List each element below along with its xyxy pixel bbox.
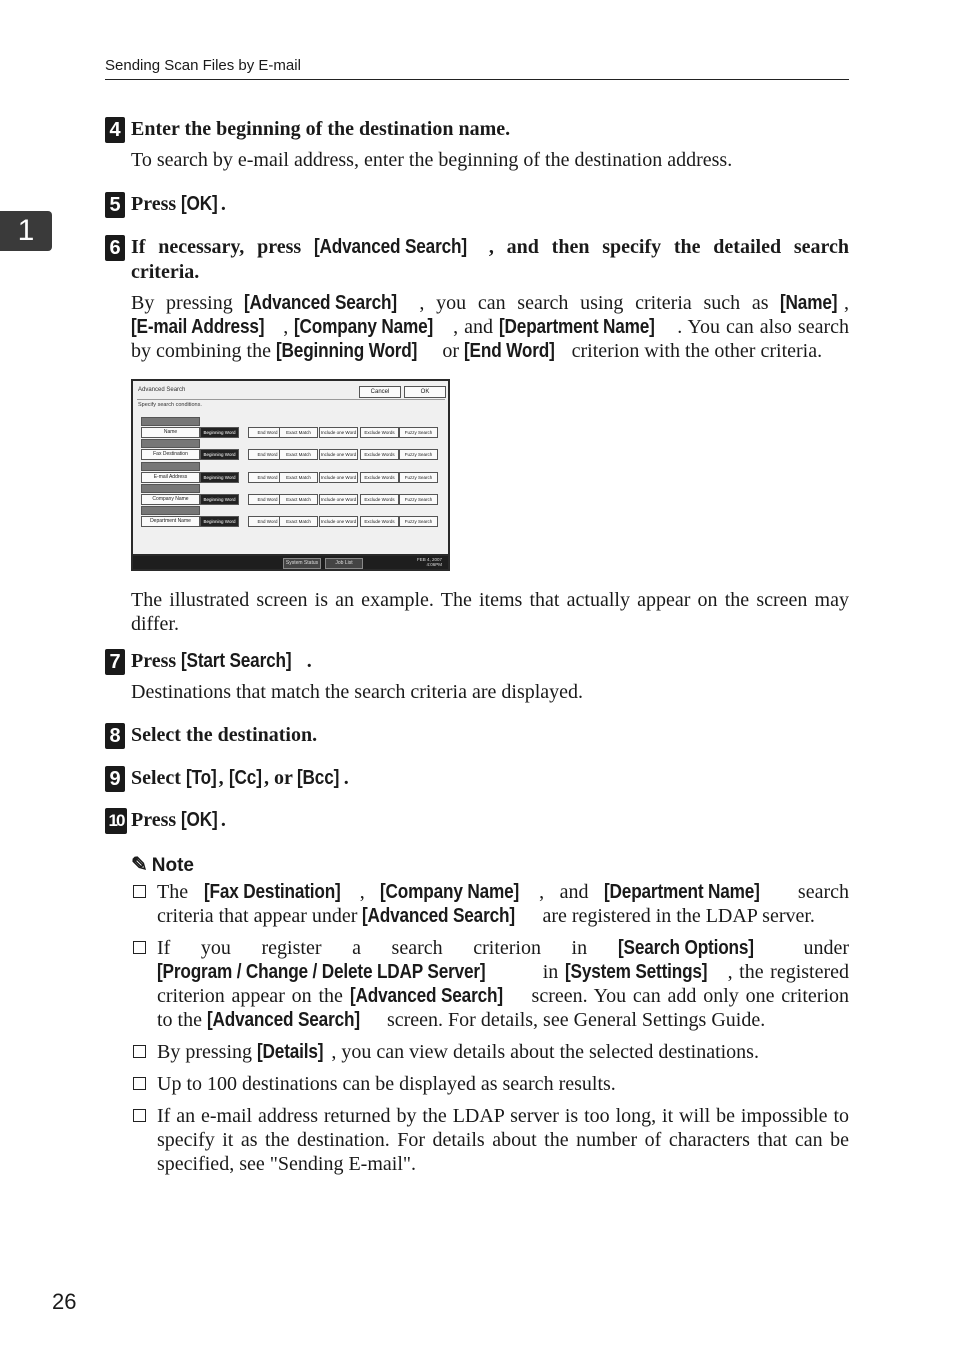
pencil-icon: ✎ <box>131 854 148 876</box>
step-title: If necessary, press [Advanced Search] , and then specify the detailed search criteria. <box>131 236 850 283</box>
step-body: By pressing [Advanced Search] , you can search using criteria such as [Name] , [E-mail Address] , [Company Name] , and [Department Name] . You can also search by combining the [Beginning Word] or [End Word] criterion with the other criteria. <box>131 292 849 362</box>
match-option-button[interactable]: End Word <box>248 449 287 460</box>
screenshot-subtitle: Specify search conditions. <box>138 402 202 408</box>
criteria-name-button[interactable]: Name <box>141 427 200 438</box>
note-item: The [Fax Destination] , [Company Name] , and [Department Name] search criteria that appear under [Advanced Search] are registered in the LDAP server. <box>131 880 849 928</box>
match-option-button[interactable]: End Word <box>248 494 287 505</box>
step-number: 7 <box>105 649 125 675</box>
step-title: Select the destination. <box>131 724 318 746</box>
cancel-button[interactable]: Cancel <box>359 386 401 398</box>
step-number: 8 <box>105 723 125 749</box>
step-title: Select [To] , [Cc] , or [Bcc] . <box>131 767 349 789</box>
match-option-button[interactable]: Include one Word <box>319 449 358 460</box>
search-field[interactable] <box>141 506 200 515</box>
match-option-button[interactable]: Beginning Word <box>200 516 239 527</box>
step-title: Press [OK] . <box>131 809 226 831</box>
match-option-button[interactable]: End Word <box>248 472 287 483</box>
match-option-button[interactable]: Exact Match <box>279 516 318 527</box>
step-body: To search by e-mail address, enter the beginning of the destination address. <box>131 149 733 171</box>
match-option-button[interactable]: Exclude Words <box>360 449 399 460</box>
match-option-button[interactable]: Exclude Words <box>360 516 399 527</box>
checkbox-bullet-icon <box>133 1045 146 1058</box>
checkbox-bullet-icon <box>133 1109 146 1122</box>
match-option-button[interactable]: Include one Word <box>319 516 358 527</box>
match-option-button[interactable]: Beginning Word <box>200 494 239 505</box>
note-list <box>131 880 849 1184</box>
advanced-search-screenshot <box>131 379 450 571</box>
note-item: By pressing [Details] , you can view details about the selected destinations. <box>131 1040 849 1064</box>
match-option-button[interactable]: Beginning Word <box>200 472 239 483</box>
step-10 <box>105 808 849 833</box>
search-row <box>141 417 441 437</box>
step-6 <box>105 235 849 363</box>
match-option-button[interactable]: Include one Word <box>319 472 358 483</box>
note-item: If you register a search criterion in [Search Options] under [Program / Change / Delete LDAP Server] in [System Settings] , the registered criterion appear on the [Advanced Search] screen. You can add only one criterion to the [Advanced Search] screen. For details, see General Settings Guide. <box>131 936 849 1032</box>
step-number: 6 <box>105 235 125 261</box>
screenshot-title: Advanced Search <box>138 387 186 393</box>
checkbox-bullet-icon <box>133 941 146 954</box>
match-option-button[interactable]: Exclude Words <box>360 494 399 505</box>
note-heading: ✎ Note <box>131 854 194 876</box>
screenshot-panel <box>133 381 448 554</box>
match-option-button[interactable]: Exact Match <box>279 472 318 483</box>
match-option-button[interactable]: End Word <box>248 427 287 438</box>
step-title: Enter the beginning of the destination name. <box>131 118 511 140</box>
match-option-button[interactable]: Include one Word <box>319 494 358 505</box>
running-header: Sending Scan Files by E-mail <box>105 57 301 74</box>
match-option-button[interactable]: Exact Match <box>279 449 318 460</box>
ok-button[interactable]: OK <box>404 386 446 398</box>
match-option-button[interactable]: Beginning Word <box>200 427 239 438</box>
step-number: 9 <box>105 766 125 792</box>
search-field[interactable] <box>141 484 200 493</box>
note-item: If an e-mail address returned by the LDAP server is too long, it will be impossible to specify it as the destination. For details about the number of characters that can be specified, see "Sending E-mail". <box>131 1104 849 1176</box>
step-9 <box>105 766 849 791</box>
match-option-button[interactable]: Fuzzy Search <box>399 494 438 505</box>
search-row <box>141 439 441 459</box>
date-time: FEB 4, 2007 4:06PM <box>416 557 442 567</box>
match-option-button[interactable]: Exclude Words <box>360 427 399 438</box>
step-7 <box>105 649 849 704</box>
match-option-button[interactable]: Fuzzy Search <box>399 472 438 483</box>
step-number: 5 <box>105 192 125 218</box>
match-option-button[interactable]: Exact Match <box>279 427 318 438</box>
match-option-button[interactable]: Beginning Word <box>200 449 239 460</box>
search-row <box>141 462 441 482</box>
match-option-button[interactable]: Exclude Words <box>360 472 399 483</box>
chapter-tab: 1 <box>0 211 52 251</box>
search-row <box>141 506 441 526</box>
page-number: 26 <box>52 1289 77 1314</box>
match-option-button[interactable]: Fuzzy Search <box>399 516 438 527</box>
search-field[interactable] <box>141 439 200 448</box>
screenshot-divider <box>137 399 445 400</box>
match-option-button[interactable]: End Word <box>248 516 287 527</box>
step-body: Destinations that match the search criteria are displayed. <box>131 681 584 703</box>
criteria-name-button[interactable]: Company Name <box>141 494 200 505</box>
search-field[interactable] <box>141 417 200 426</box>
match-option-button[interactable]: Fuzzy Search <box>399 449 438 460</box>
step-5 <box>105 192 849 217</box>
system-status-button[interactable]: System Status <box>283 558 321 569</box>
job-list-button[interactable]: Job List <box>325 558 363 569</box>
step-title: Press [OK] . <box>131 193 226 215</box>
search-field[interactable] <box>141 462 200 471</box>
step-4 <box>105 117 849 172</box>
step-number: 4 <box>105 117 125 143</box>
match-option-button[interactable]: Exact Match <box>279 494 318 505</box>
checkbox-bullet-icon <box>133 1077 146 1090</box>
match-option-button[interactable]: Include one Word <box>319 427 358 438</box>
image-caption: The illustrated screen is an example. The items that actually appear on the screen may differ. <box>131 589 849 635</box>
header-rule <box>105 79 849 80</box>
criteria-name-button[interactable]: E-mail Address <box>141 472 200 483</box>
step-number: 10 <box>105 808 127 834</box>
status-bar <box>133 556 448 569</box>
checkbox-bullet-icon <box>133 885 146 898</box>
note-item: Up to 100 destinations can be displayed as search results. <box>131 1072 849 1096</box>
criteria-name-button[interactable]: Department Name <box>141 516 200 527</box>
search-row <box>141 484 441 504</box>
criteria-name-button[interactable]: Fax Destination <box>141 449 200 460</box>
match-option-button[interactable]: Fuzzy Search <box>399 427 438 438</box>
step-8 <box>105 723 849 748</box>
step-title: Press [Start Search] . <box>131 650 312 672</box>
